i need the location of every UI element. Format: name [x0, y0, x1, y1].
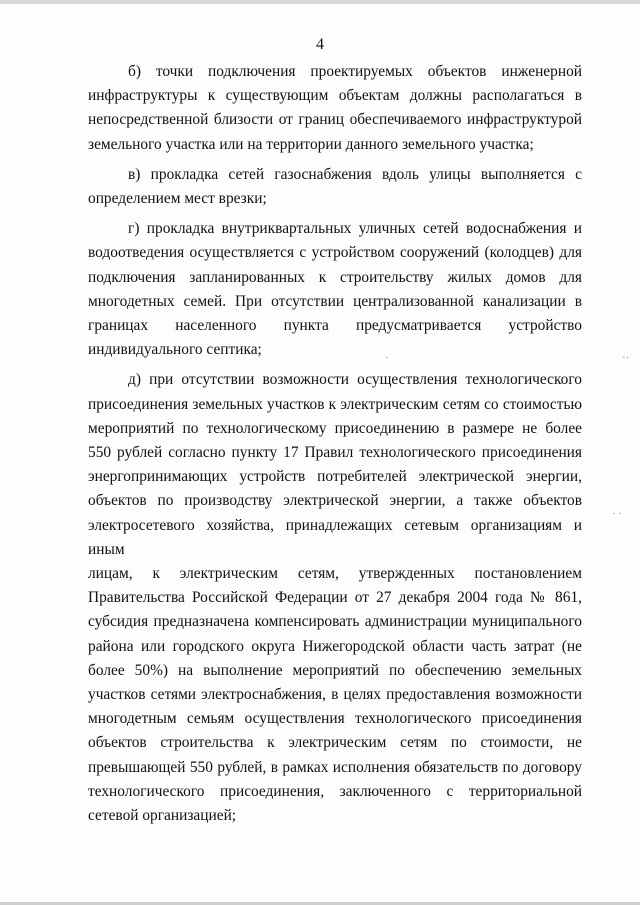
text-line: района или городского округа Нижегородской области часть затрат (не: [88, 637, 582, 655]
text-line: Правительства Российской Федерации от 27 декабря 2004 года № 861,: [88, 589, 582, 607]
text-line: объектов по производству электрической энергии, а также объектов: [88, 492, 582, 510]
text-line: 550 рублей согласно пункту 17 Правил технологического присоединения: [88, 444, 582, 462]
text-line: участков сетями электроснабжения, в целях предоставления возможности: [88, 686, 582, 704]
scan-speck: ·: [385, 352, 389, 364]
text-line: в) прокладка сетей газоснабжения вдоль улицы выполняется с: [128, 165, 582, 183]
text-line: лицам, к электрическим сетям, утвержденных постановлением: [88, 565, 582, 583]
paragraph-b: [88, 60, 582, 157]
text-line: непосредственной близости от границ обеспечиваемого инфраструктурой: [88, 111, 582, 129]
text-line: определением мест врезки;: [88, 190, 267, 208]
text-line: индивидуального септика;: [88, 341, 262, 359]
paragraph-v: [88, 163, 582, 211]
text-line: границах населенного пункта предусматривается устройство: [88, 317, 582, 335]
text-line: многодетных семей. При отсутствии централизованной канализации в: [88, 292, 582, 310]
text-line: объектов строительства к электрическим сетям по стоимости, не: [88, 734, 582, 752]
text-line: присоединения земельных участков к электрическим сетям со стоимостью: [88, 395, 582, 413]
text-line: более 50%) на выполнение мероприятий по обеспечению земельных: [88, 661, 582, 679]
page-number: 4: [316, 36, 324, 53]
scan-top-edge: [0, 0, 640, 4]
text-line: сетевой организацией;: [88, 807, 237, 825]
text-line: г) прокладка внутриквартальных уличных сетей водоснабжения и: [128, 220, 582, 238]
text-line: электросетевого хозяйства, принадлежащих сетевым организациям и иным: [88, 516, 582, 558]
scan-speck: ··: [622, 352, 630, 364]
text-line: энергопринимающих устройств потребителей электрической энергии,: [88, 468, 582, 486]
text-line: превышающей 550 рублей, в рамках исполнения обязательств по договору: [88, 758, 582, 776]
text-line: технологического присоединения, заключенного с территориальной: [88, 782, 582, 800]
text-line: б) точки подключения проектируемых объектов инженерной: [128, 63, 582, 80]
scan-speck: · ·: [612, 508, 623, 520]
text-line: подключения запланированных к строительству жилых домов для: [88, 268, 582, 286]
text-line: земельного участка или на территории данного земельного участка;: [88, 135, 534, 153]
document-body: [88, 60, 582, 828]
text-line: мероприятий по технологическому присоединению в размере не более: [88, 419, 582, 437]
paragraph-g: [88, 217, 582, 362]
text-line: многодетным семьям осуществления технологического присоединения: [88, 710, 582, 728]
paragraph-d: [88, 368, 582, 828]
text-line: д) при отсутствии возможности осуществления технологического: [128, 371, 582, 389]
text-line: инфраструктуры к существующим объектам должны располагаться в: [88, 87, 582, 105]
text-line: водоотведения осуществляется с устройством сооружений (колодцев) для: [88, 244, 582, 262]
text-line: субсидия предназначена компенсировать администрации муниципального: [88, 613, 582, 631]
